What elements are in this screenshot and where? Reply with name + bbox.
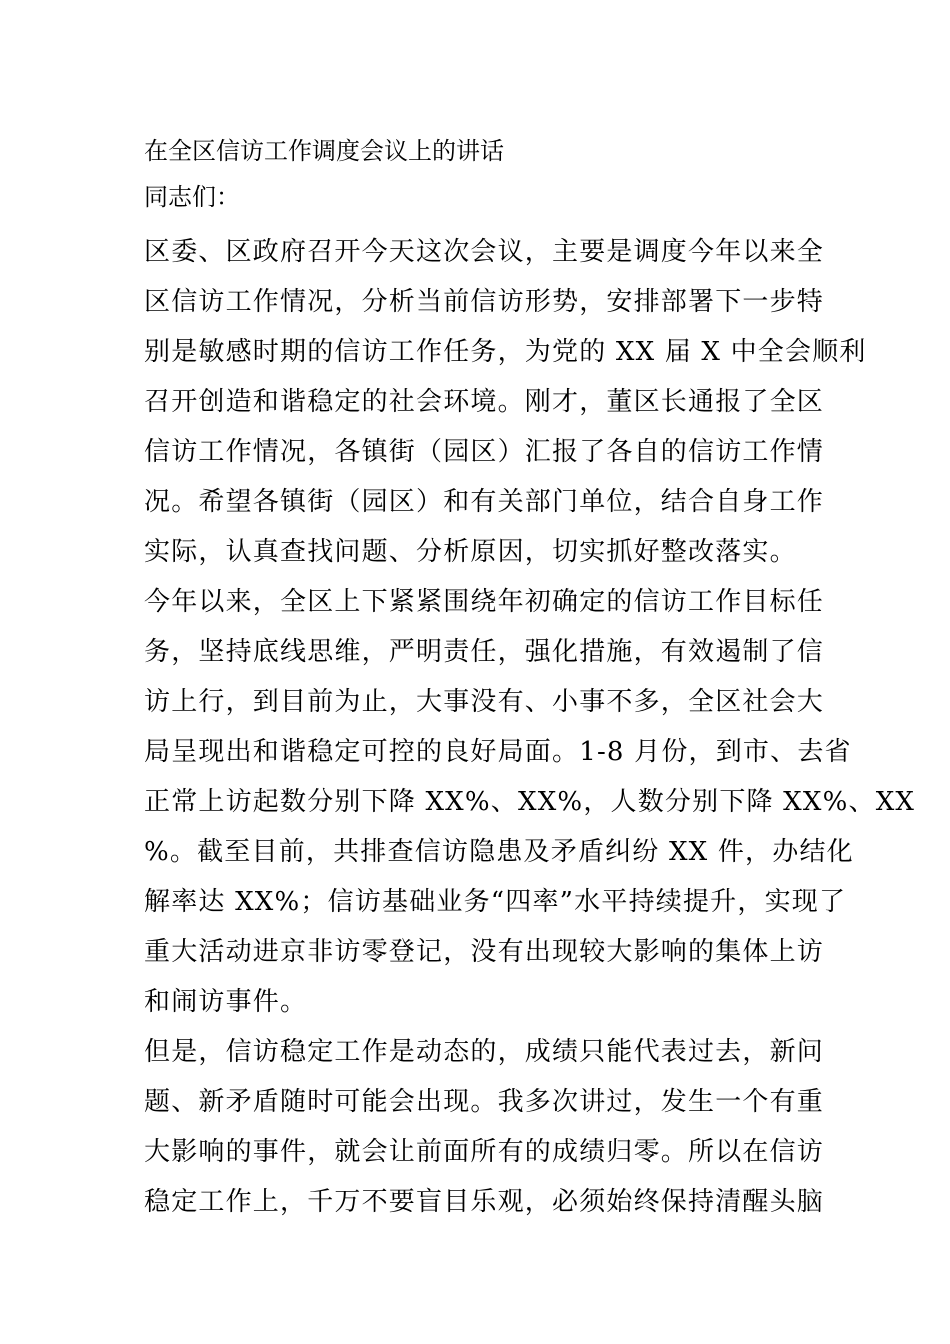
text-line: 和闹访事件。: [144, 987, 308, 1017]
text-line: 稳定工作上，千万不要盲目乐观，必须始终保持清醒头脑: [144, 1187, 825, 1217]
text-line: 局呈现出和谐稳定可控的良好局面。1-8 月份，到市、去省: [144, 737, 852, 767]
paragraph-3: [144, 1027, 825, 1227]
text-line: 重大活动进京非访零登记，没有出现较大影响的集体上访: [144, 937, 825, 967]
text-line: 题、新矛盾随时可能会出现。我多次讲过，发生一个有重: [144, 1087, 825, 1117]
text-line: 大影响的事件，就会让前面所有的成绩归零。所以在信访: [144, 1137, 825, 1167]
text-line: 区信访工作情况，分析当前信访形势，安排部署下一步特: [144, 287, 825, 317]
paragraph-2: [144, 577, 916, 1027]
text-line: 访上行，到目前为止，大事没有、小事不多，全区社会大: [144, 687, 825, 717]
text-line: 但是，信访稳定工作是动态的，成绩只能代表过去，新问: [144, 1037, 825, 1067]
text-line: 区委、区政府召开今天这次会议，主要是调度今年以来全: [144, 237, 825, 267]
text-line: 况。希望各镇街（园区）和有关部门单位，结合自身工作: [144, 487, 825, 517]
text-line: 正常上访起数分别下降 XX%、XX%，人数分别下降 XX%、XX: [144, 787, 916, 817]
text-line: 信访工作情况，各镇街（园区）汇报了各自的信访工作情: [144, 437, 825, 467]
text-line: 召开创造和谐稳定的社会环境。刚才，董区长通报了全区: [144, 387, 825, 417]
salutation: 同志们：: [144, 183, 240, 211]
text-line: 务，坚持底线思维，严明责任，强化措施，有效遏制了信: [144, 637, 825, 667]
text-line: 今年以来，全区上下紧紧围绕年初确定的信访工作目标任: [144, 587, 825, 617]
document-title: 在全区信访工作调度会议上的讲话: [144, 137, 504, 165]
document-body: [144, 129, 916, 1227]
text-line: %。截至目前，共排查信访隐患及矛盾纠纷 XX 件，办结化: [144, 837, 854, 867]
text-line: 解率达 XX%；信访基础业务“四率”水平持续提升，实现了: [144, 887, 847, 917]
paragraph-1: [144, 227, 867, 577]
text-line: 实际，认真查找问题、分析原因，切实抓好整改落实。: [144, 537, 797, 567]
text-line: 别是敏感时期的信访工作任务，为党的 XX 届 X 中全会顺利: [144, 337, 867, 367]
